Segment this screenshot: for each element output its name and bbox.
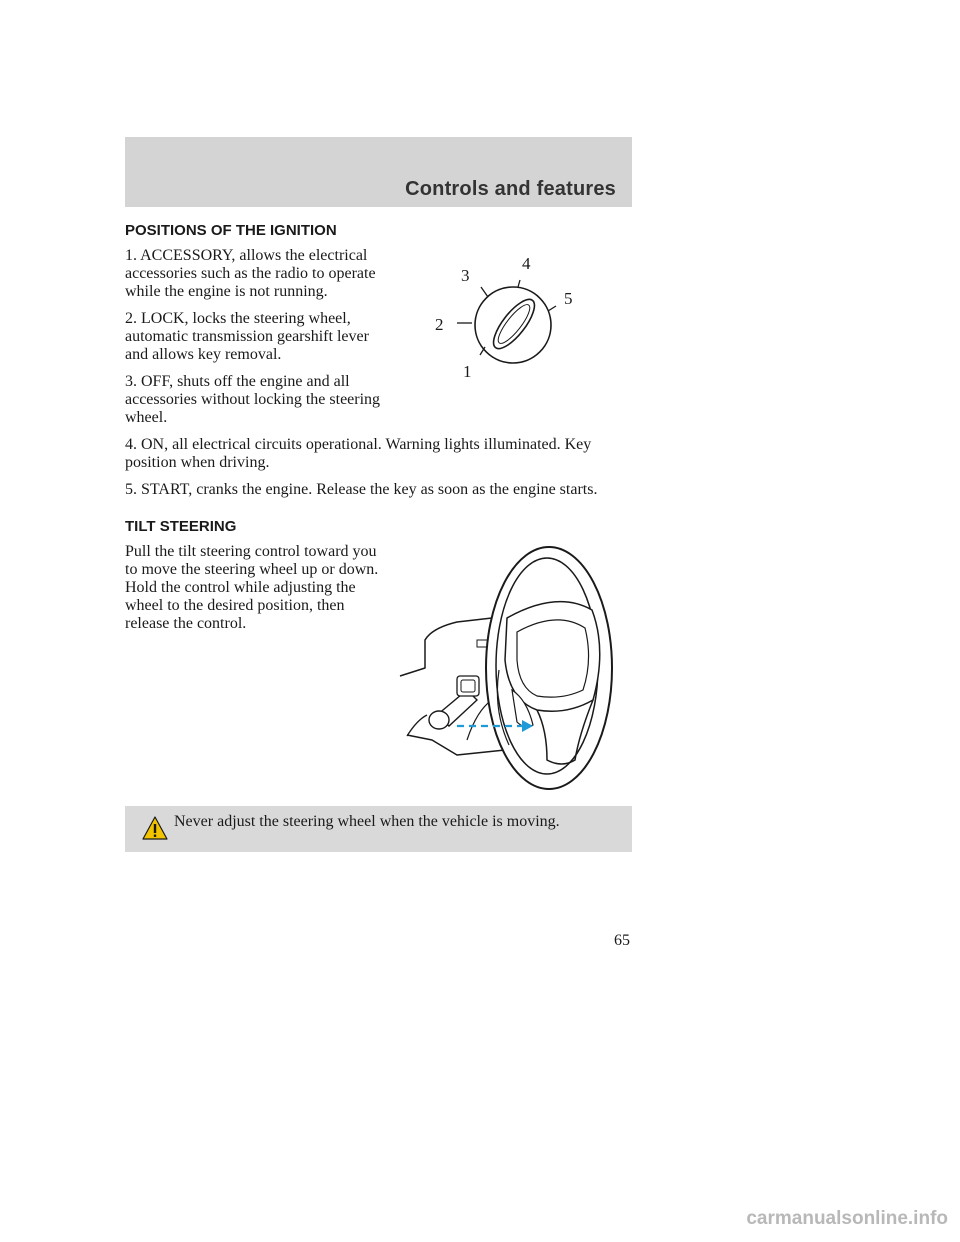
section-title: Controls and features bbox=[405, 178, 616, 200]
warning-text: Never adjust the steering wheel when the vehicle is moving. bbox=[174, 813, 560, 830]
page-content bbox=[125, 222, 632, 642]
ignition-diagram bbox=[425, 252, 590, 397]
tilt-section bbox=[125, 518, 632, 633]
ignition-item-start: 5. START, cranks the engine. Release the key as soon as the engine starts. bbox=[125, 481, 598, 498]
label-1: 1 bbox=[463, 362, 472, 381]
warning-box bbox=[125, 806, 632, 852]
ignition-section bbox=[125, 222, 632, 499]
ignition-heading: POSITIONS OF THE IGNITION bbox=[125, 222, 337, 239]
tilt-heading: TILT STEERING bbox=[125, 518, 237, 535]
steering-wheel-illustration bbox=[397, 540, 617, 790]
label-5: 5 bbox=[564, 289, 573, 308]
ignition-item-on: 4. ON, all electrical circuits operational. Warning lights illuminated. Key position when driving. bbox=[125, 436, 592, 471]
label-2: 2 bbox=[435, 315, 444, 334]
label-3: 3 bbox=[461, 266, 470, 285]
ignition-item-accessory: 1. ACCESSORY, allows the electrical accessories such as the radio to operate while the engine is not running. bbox=[125, 247, 376, 300]
label-4: 4 bbox=[522, 254, 531, 273]
watermark: carmanualsonline.info bbox=[746, 1208, 948, 1229]
tick-3 bbox=[481, 287, 488, 297]
ignition-item-off: 3. OFF, shuts off the engine and all accessories without locking the steering wheel. bbox=[125, 373, 381, 426]
page-number: 65 bbox=[614, 932, 630, 949]
warning-triangle-icon bbox=[142, 816, 168, 840]
tilt-body: Pull the tilt steering control toward you to move the steering wheel up or down. Hold the control while adjusting the wheel to the desired position, then release the control. bbox=[125, 543, 379, 632]
tick-5 bbox=[548, 306, 556, 311]
ignition-item-lock: 2. LOCK, locks the steering wheel, automatic transmission gearshift lever and allows key removal. bbox=[125, 310, 369, 363]
tick-4 bbox=[518, 280, 520, 287]
section-header-bar bbox=[125, 137, 632, 207]
